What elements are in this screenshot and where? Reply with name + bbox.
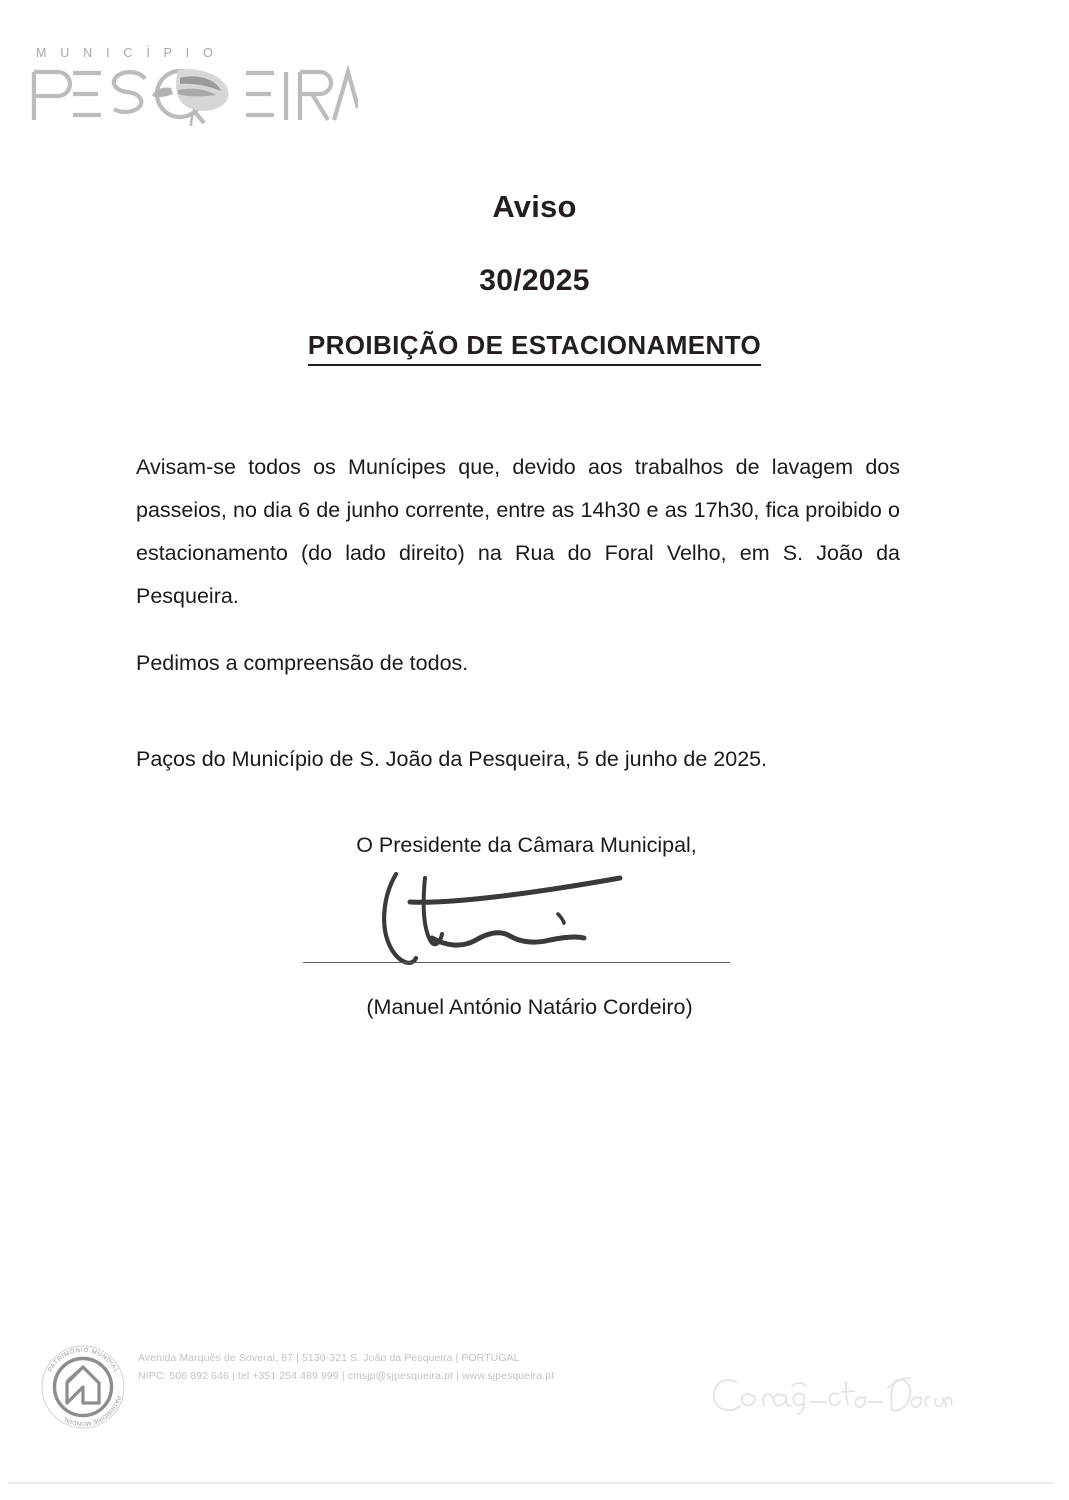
footer-address: Avenida Marquês de Soveral, 67 | 5130-321 S. João da Pesqueira | PORTUGAL: [138, 1353, 520, 1364]
footer-contact-info: [138, 1350, 568, 1386]
footer-contact-line: NIPC: 506 892 646 | tel +351 254 489 999 | cmsjp@sjpesqueira.pt | www.sjpesqueira.pt: [138, 1371, 555, 1382]
signature-rule: [303, 962, 730, 963]
logo-wordmark: [28, 64, 358, 126]
notice-subject-container: [0, 330, 1069, 366]
logo-kicker-text: M U N I C Í P I O: [36, 46, 218, 60]
scan-edge-line: [8, 1482, 1054, 1484]
handwritten-signature: [370, 868, 670, 973]
notice-subject: PROIBIÇÃO DE ESTACIONAMENTO: [308, 330, 761, 366]
page-title: Aviso: [492, 189, 577, 224]
unesco-world-heritage-emblem: [36, 1340, 130, 1434]
notice-number: 30/2025: [479, 264, 590, 297]
svg-text:PATRIMÓNIO MUNDIAL: PATRIMÓNIO MUNDIAL: [46, 1346, 120, 1375]
request-paragraph: Pedimos a compreensão de todos.: [136, 651, 469, 675]
signatory-name: (Manuel António Natário Cordeiro): [366, 995, 693, 1019]
signatory-role: O Presidente da Câmara Municipal,: [356, 833, 697, 857]
svg-text:PATRIMOINE MONDIAL: PATRIMOINE MONDIAL: [62, 1395, 121, 1427]
place-and-date: Paços do Município de S. João da Pesqueira, 5 de junho de 2025.: [136, 747, 768, 771]
handwritten-slogan: [706, 1368, 956, 1422]
notice-body: [136, 446, 900, 685]
notice-paragraph: Avisam-se todos os Munícipes que, devido aos trabalhos de lavagem dos passeios, no dia 6 de junho corrente, entre as 14h30 e as 17h30, fica proibido o estacionamento (do lado direito) na Rua do Foral Velho, em S. João da Pesqueira.: [136, 455, 900, 608]
municipality-logo: [28, 46, 358, 132]
